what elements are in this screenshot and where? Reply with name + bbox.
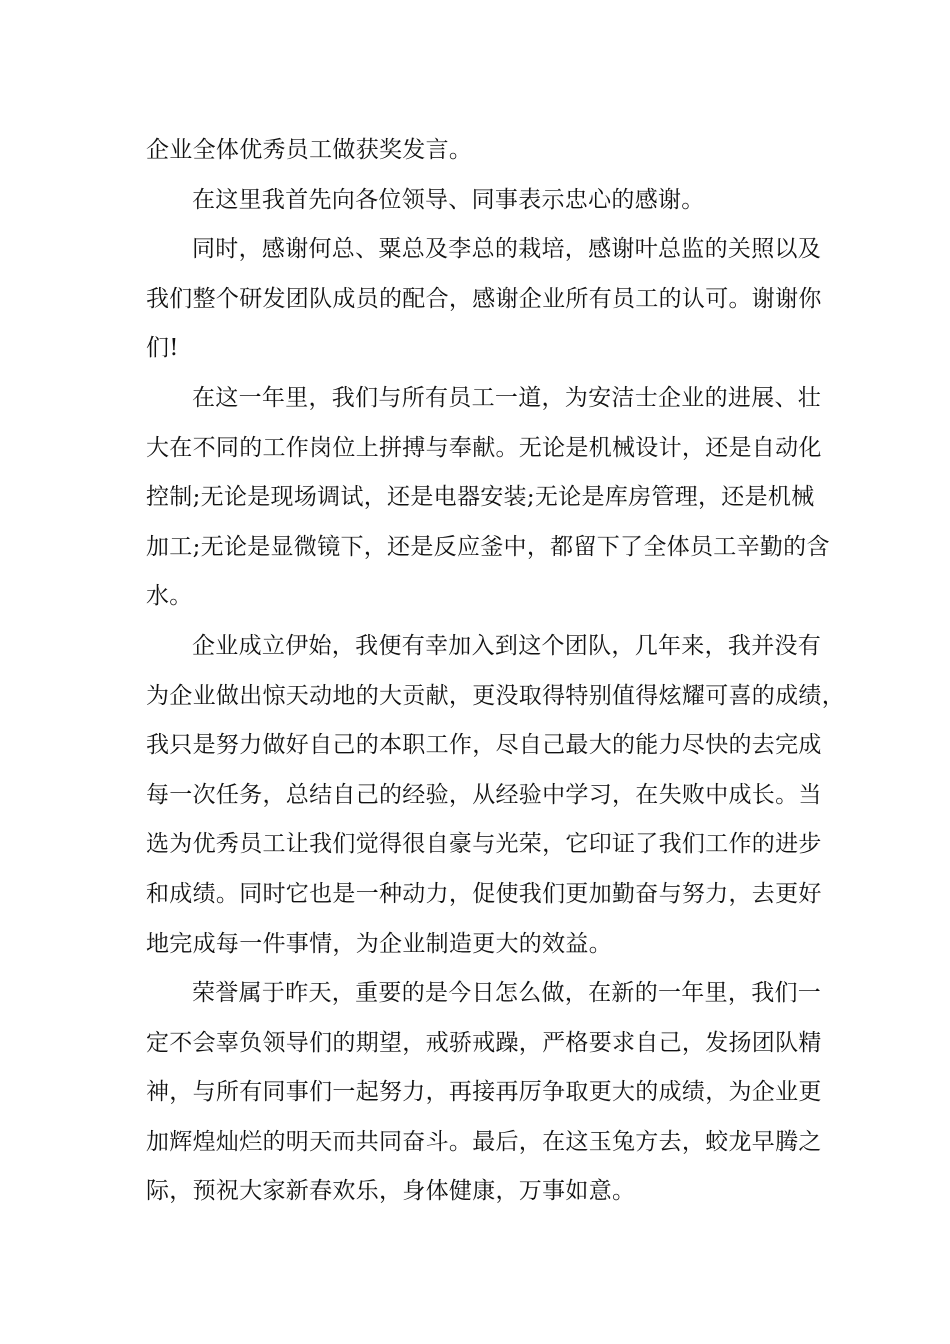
text-line: 选为优秀员工让我们觉得很自豪与光荣，它印证了我们工作的进步 — [146, 831, 822, 858]
text-line: 每一次任务，总结自己的经验，从经验中学习，在失败中成长。当 — [146, 781, 822, 808]
text-line: 水。 — [146, 583, 193, 610]
text-line: 在这里我首先向各位领导、同事表示忠心的感谢。 — [192, 186, 705, 213]
text-line: 控制;无论是现场调试，还是电器安装;无论是库房管理，还是机械 — [146, 484, 815, 511]
text-line: 和成绩。同时它也是一种动力，促使我们更加勤奋与努力，去更好 — [146, 880, 822, 907]
body-text — [146, 126, 845, 1217]
text-line: 神，与所有同事们一起努力，再接再厉争取更大的成绩，为企业更 — [146, 1079, 822, 1106]
text-line: 同时，感谢何总、粟总及李总的栽培，感谢叶总监的关照以及 — [192, 236, 822, 263]
text-line: 企业全体优秀员工做获奖发言。 — [146, 137, 473, 163]
text-line: 为企业做出惊天动地的大贡献，更没取得特别值得炫耀可喜的成绩， — [146, 682, 845, 709]
text-line: 加工;无论是显微镜下，还是反应釜中，都留下了全体员工辛勤的含 — [146, 533, 830, 560]
text-line: 我们整个研发团队成员的配合，感谢企业所有员工的认可。谢谢你 — [146, 285, 822, 312]
text-line: 企业成立伊始，我便有幸加入到这个团队，几年来，我并没有 — [192, 632, 822, 659]
text-line: 加辉煌灿烂的明天而共同奋斗。最后，在这玉兔方去，蛟龙早腾之 — [146, 1128, 822, 1155]
text-line: 在这一年里，我们与所有员工一道，为安洁士企业的进展、壮 — [192, 384, 822, 411]
text-line: 们! — [146, 335, 179, 362]
text-line: 大在不同的工作岗位上拼搏与奉献。无论是机械设计，还是自动化 — [146, 434, 822, 461]
text-line: 荣誉属于昨天，重要的是今日怎么做，在新的一年里，我们一 — [192, 980, 822, 1007]
text-line: 地完成每一件事情，为企业制造更大的效益。 — [146, 930, 612, 957]
text-line: 定不会辜负领导们的期望，戒骄戒躁，严格要求自己，发扬团队精 — [146, 1029, 822, 1056]
text-line: 我只是努力做好自己的本职工作，尽自己最大的能力尽快的去完成 — [146, 732, 822, 759]
text-line: 际，预祝大家新春欢乐，身体健康，万事如意。 — [146, 1178, 636, 1205]
